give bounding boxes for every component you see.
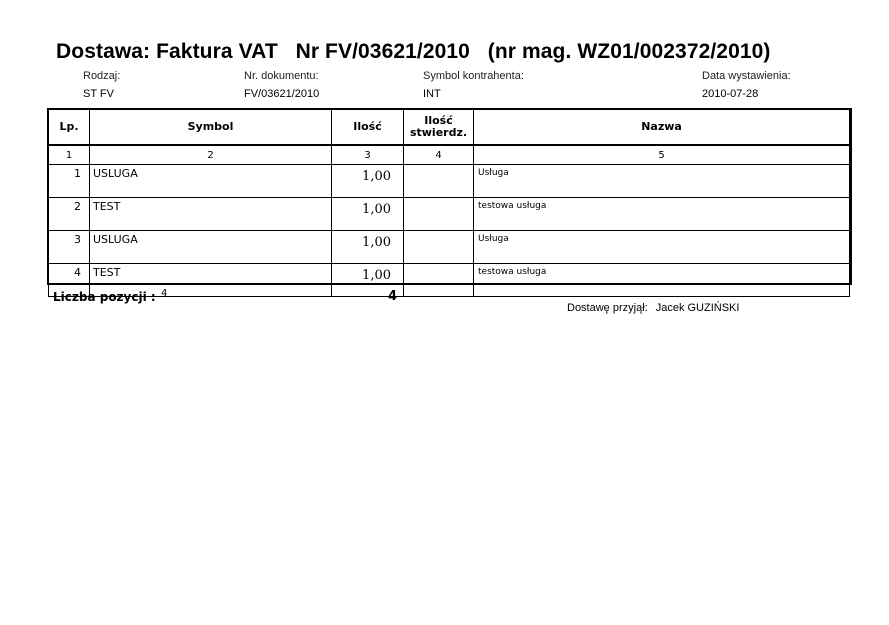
title-number: Nr FV/03621/2010 xyxy=(295,40,470,63)
row-symbol: TEST xyxy=(90,198,332,231)
kind-label: Rodzaj: xyxy=(83,70,121,82)
row-qty-confirmed xyxy=(404,198,474,231)
received-label: Dostawę przyjął: xyxy=(567,302,648,314)
row-qty-confirmed xyxy=(404,231,474,264)
item-count-label: Liczba pozycji : xyxy=(53,290,156,304)
header-name: Nazwa xyxy=(474,110,850,146)
row-symbol: USLUGA xyxy=(90,231,332,264)
table-row xyxy=(49,231,850,264)
row-qty-confirmed xyxy=(404,264,474,297)
row-qty: 1,00 xyxy=(332,198,404,231)
row-lp: 1 xyxy=(49,165,90,198)
header-qty: Ilość xyxy=(332,110,404,146)
column-number: 3 xyxy=(332,145,404,165)
row-lp: 4 xyxy=(49,264,90,297)
date-label: Data wystawienia: xyxy=(702,70,791,82)
row-qty: 1,00 xyxy=(332,231,404,264)
column-number: 2 xyxy=(90,145,332,165)
row-qty: 1,00 xyxy=(332,264,404,297)
header-symbol: Symbol xyxy=(90,110,332,146)
table-row xyxy=(49,198,850,231)
column-number: 1 xyxy=(49,145,90,165)
table-row xyxy=(49,264,850,297)
column-number: 4 xyxy=(404,145,474,165)
docnum-label: Nr. dokumentu: xyxy=(244,70,319,82)
row-symbol: TEST xyxy=(90,264,332,297)
row-name: testowa usługa xyxy=(474,198,850,231)
column-number: 5 xyxy=(474,145,850,165)
row-name: Usługa xyxy=(474,231,850,264)
table-row xyxy=(49,165,850,198)
document-title xyxy=(56,40,771,64)
table-header-row xyxy=(49,110,850,146)
header-qty-confirmed xyxy=(404,110,474,146)
contractor-label: Symbol kontrahenta: xyxy=(423,70,524,82)
header-qty-confirmed-line1: Ilość xyxy=(424,114,453,127)
row-name: Usługa xyxy=(474,165,850,198)
kind-value: ST FV xyxy=(83,88,114,100)
docnum-value: FV/03621/2010 xyxy=(244,88,320,100)
title-main: Dostawa: Faktura VAT xyxy=(56,40,278,63)
row-qty-confirmed xyxy=(404,165,474,198)
items-table xyxy=(47,108,852,285)
row-symbol: USLUGA xyxy=(90,165,332,198)
received-name: Jacek GUZIŃSKI xyxy=(655,302,740,314)
received-by xyxy=(567,302,739,314)
date-value: 2010-07-28 xyxy=(702,88,759,100)
item-count-value: 4 xyxy=(161,288,168,299)
header-lp: Lp. xyxy=(49,110,90,146)
row-lp: 2 xyxy=(49,198,90,231)
header-qty-confirmed-line2: stwierdz. xyxy=(409,126,468,139)
column-number-row xyxy=(49,145,850,165)
contractor-value: INT xyxy=(423,88,441,100)
row-name: testowa usługa xyxy=(474,264,850,297)
row-lp: 3 xyxy=(49,231,90,264)
qty-total: 4 xyxy=(388,289,398,304)
title-warehouse: (nr mag. WZ01/002372/2010) xyxy=(487,40,771,63)
row-qty: 1,00 xyxy=(332,165,404,198)
